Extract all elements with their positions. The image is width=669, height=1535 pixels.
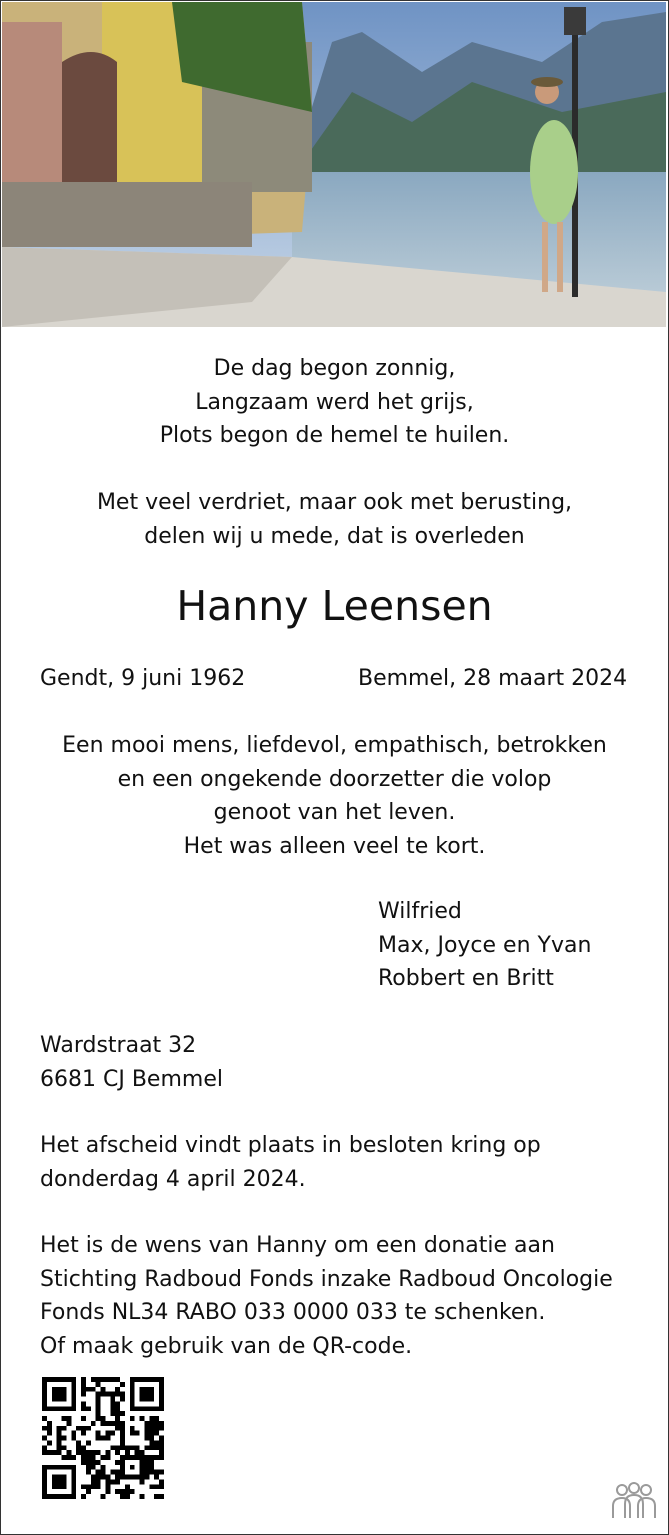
donation-line: Fonds NL34 RABO 033 0000 033 te schenken. [40,1300,546,1325]
correspondence-address [40,1029,223,1096]
announcement-line: delen wij u mede, dat is overleden [144,523,525,549]
poem-line: Plots begon de hemel te huilen. [159,423,510,448]
family-member: Wilfried [378,899,462,924]
family-member: Max, Joyce en Yvan [378,932,592,958]
farewell-line: donderdag 4 april 2024. [40,1166,306,1192]
lakeside-photo [2,2,666,327]
people-logo-icon [608,1480,660,1522]
tribute-line: Een mooi mens, liefdevol, empathisch, betrokken [62,733,607,758]
family-names [378,895,591,996]
tribute-text [0,729,669,863]
farewell-line: Het afscheid vindt plaats in besloten kring op [40,1133,541,1158]
donation-request [40,1229,613,1363]
announcement-text [0,486,669,553]
address-line: Wardstraat 32 [40,1033,197,1058]
donation-qr-code[interactable] [42,1377,164,1499]
address-line: 6681 CJ Bemmel [40,1066,223,1092]
death-place-date: Bemmel, 28 maart 2024 [358,666,628,691]
poem-line: Langzaam werd het grijs, [195,389,474,415]
farewell-info [40,1129,541,1196]
opening-poem [0,352,669,453]
tribute-line: Het was alleen veel te kort. [183,833,486,859]
donation-line: Of maak gebruik van de QR-code. [40,1333,413,1359]
tribute-line: genoot van het leven. [213,800,456,825]
poem-line: De dag begon zonnig, [213,356,456,381]
family-member: Robbert en Britt [378,966,554,991]
birth-place-date: Gendt, 9 juni 1962 [40,666,246,691]
donation-line: Het is de wens van Hanny om een donatie aan [40,1233,555,1258]
tribute-line: en een ongekende doorzetter die volop [117,766,552,792]
announcement-line: Met veel verdriet, maar ook met berusting, [96,490,573,515]
donation-line: Stichting Radboud Fonds inzake Radboud Oncologie [40,1266,613,1292]
deceased-name: Hanny Leensen [176,582,493,630]
